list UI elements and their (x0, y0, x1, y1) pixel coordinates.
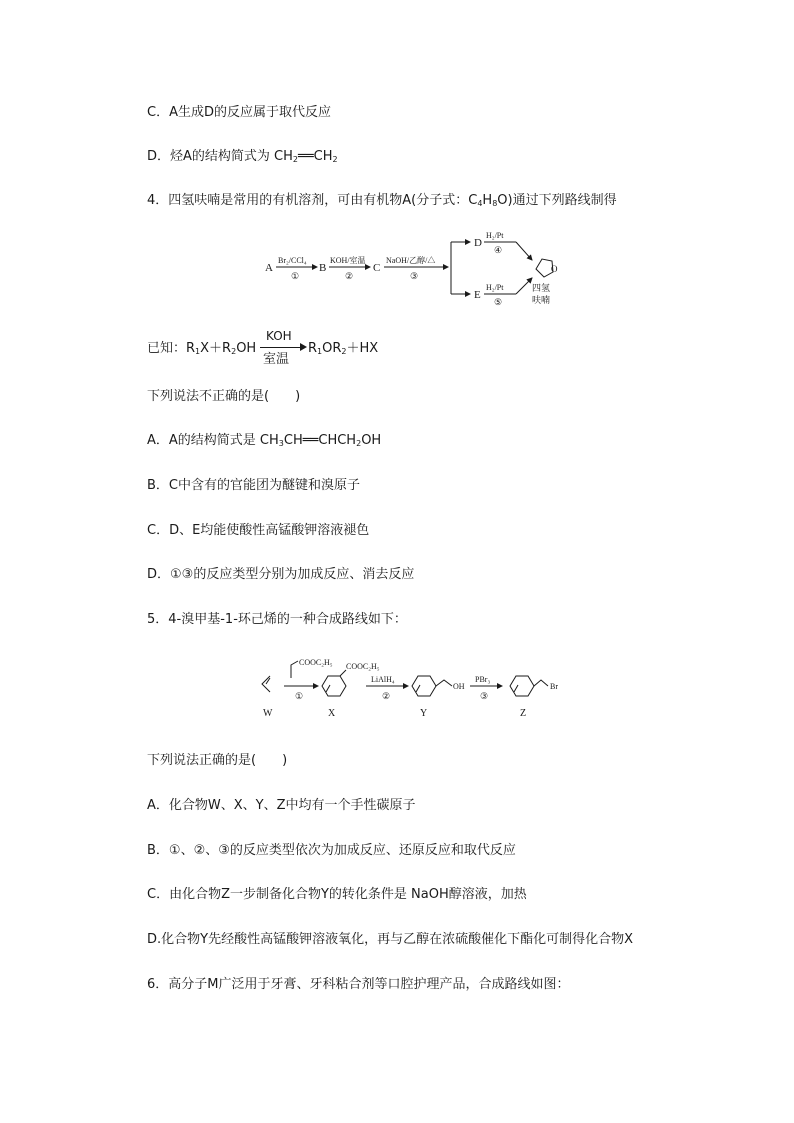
compound-e: E (474, 289, 481, 301)
label-z: Z (520, 708, 527, 719)
subscript: 2 (332, 155, 338, 164)
question-6-stem: 6．高分子M广泛用于牙膏、牙科粘合剂等口腔护理产品，合成路线如图： (147, 977, 570, 992)
arrow-5-diag (516, 278, 532, 294)
x-group: COOC₂H₅ (346, 662, 380, 671)
ring-oxygen: O (551, 264, 558, 274)
subscript: 1 (317, 347, 323, 356)
scheme-q4-diagram (262, 228, 562, 310)
question-5-option-d: D.化合物Y先经酸性高锰酸钾溶液氧化，再与乙醇在浓硫酸催化下酯化可制得化合物X (147, 932, 633, 947)
known-text: ＋HX (346, 341, 379, 356)
compound-b: B (319, 262, 327, 274)
known-text: OR (322, 341, 342, 356)
option-d-q3 (147, 148, 338, 169)
step-2: ② (345, 271, 354, 281)
question-4-option-c: C．D、E均能使酸性高锰酸钾溶液褪色 (147, 523, 370, 538)
y-chain (436, 680, 452, 686)
question-4-ask: 下列说法不正确的是( ) (147, 389, 301, 404)
question-5-stem: 5．4-溴甲基-1-环己烯的一种合成路线如下： (147, 612, 407, 627)
double-bond: ══ (298, 149, 314, 164)
subscript: 1 (195, 347, 201, 356)
reagent-4: H₂/Pt (486, 231, 504, 240)
diene-w (262, 676, 270, 692)
question-5-option-b: B．①、②、③的反应类型依次为加成反应、还原反应和取代反应 (147, 843, 516, 858)
question-4-option-a (147, 432, 381, 453)
question-5-option-a: A．化合物W、X、Y、Z中均有一个手性碳原子 (147, 798, 416, 813)
option-text: CH══CHCH (283, 433, 357, 448)
formula-part: CH (274, 149, 293, 164)
question-5-ask: 下列说法正确的是( ) (147, 753, 288, 768)
known-text: X＋R (200, 341, 232, 356)
reagent-1: Br₂/CCl₄ (278, 256, 307, 265)
reagent-2: KOH/室温 (330, 256, 366, 265)
question-4-option-d: D．①③的反应类型分别为加成反应、消去反应 (147, 567, 415, 582)
reagent-3: PBr₃ (475, 675, 491, 684)
compound-c: C (373, 262, 381, 274)
label-x: X (328, 708, 336, 719)
step-2: ② (382, 691, 391, 701)
ring-z (510, 676, 534, 696)
known-reaction (147, 340, 256, 361)
stem-text: O)通过下列路线制得 (497, 193, 617, 208)
step-1: ① (291, 271, 300, 281)
subscript: 2 (341, 347, 347, 356)
formula-part: CH (313, 149, 333, 164)
scheme-q5-diagram (258, 652, 578, 724)
stem-text: 4．四氢呋喃是常用的有机溶剂，可由有机物A(分子式：C (147, 193, 478, 208)
label-w: W (263, 708, 273, 719)
known-condition-top: KOH (266, 329, 292, 343)
ring-x (322, 676, 346, 696)
known-text: OH (236, 341, 257, 356)
question-4-stem (147, 192, 617, 213)
known-products (308, 340, 378, 361)
option-text: A．A的结构简式是 CH (147, 433, 279, 448)
step-1: ① (295, 691, 304, 701)
ring-x-double (326, 685, 330, 692)
known-text: R (308, 341, 318, 356)
label-y: Y (420, 708, 428, 719)
y-group: OH (453, 682, 465, 691)
known-text: 已知：R (147, 341, 196, 356)
ring-z-double (514, 685, 518, 692)
compound-a: A (265, 262, 273, 274)
reagent-5: H₂/Pt (486, 283, 504, 292)
stem-text: H (482, 193, 493, 208)
question-5-option-c: C．由化合物Z一步制备化合物Y的转化条件是 NaOH醇溶液，加热 (147, 887, 527, 902)
known-arrow-head (300, 343, 307, 351)
subscript: 8 (492, 199, 498, 208)
arrow-4-diag (516, 242, 532, 260)
step-3: ③ (480, 691, 489, 701)
question-4-option-b: B．C中含有的官能团为醚键和溴原子 (147, 478, 360, 493)
option-text: OH (361, 433, 382, 448)
subscript: 3 (278, 439, 284, 448)
reagent-2: LiAlH₄ (371, 675, 395, 684)
ring-y (412, 676, 436, 696)
compound-d: D (474, 237, 482, 249)
step-4: ④ (494, 245, 503, 255)
step-5: ⑤ (494, 297, 503, 307)
z-chain (534, 680, 548, 686)
option-c-q3 (147, 104, 331, 122)
z-group: Br (550, 682, 558, 691)
product-name-line2: 呋喃 (532, 295, 551, 305)
acrylate-reagent (291, 661, 298, 678)
subscript: 2 (356, 439, 362, 448)
reagent-ester: COOC₂H₅ (299, 658, 333, 667)
product-name-line1: 四氢 (532, 283, 551, 293)
subscript: 4 (477, 199, 483, 208)
known-condition-bottom: 室温 (263, 352, 290, 367)
subscript: 2 (231, 347, 237, 356)
option-text: C．A生成D的反应属于取代反应 (147, 105, 331, 120)
reagent-3: NaOH/乙醇/△ (386, 256, 436, 265)
step-3: ③ (410, 271, 419, 281)
ring-y-double (416, 685, 420, 692)
option-text: D．烃A的结构简式为 (147, 149, 275, 164)
subscript: 2 (292, 155, 298, 164)
